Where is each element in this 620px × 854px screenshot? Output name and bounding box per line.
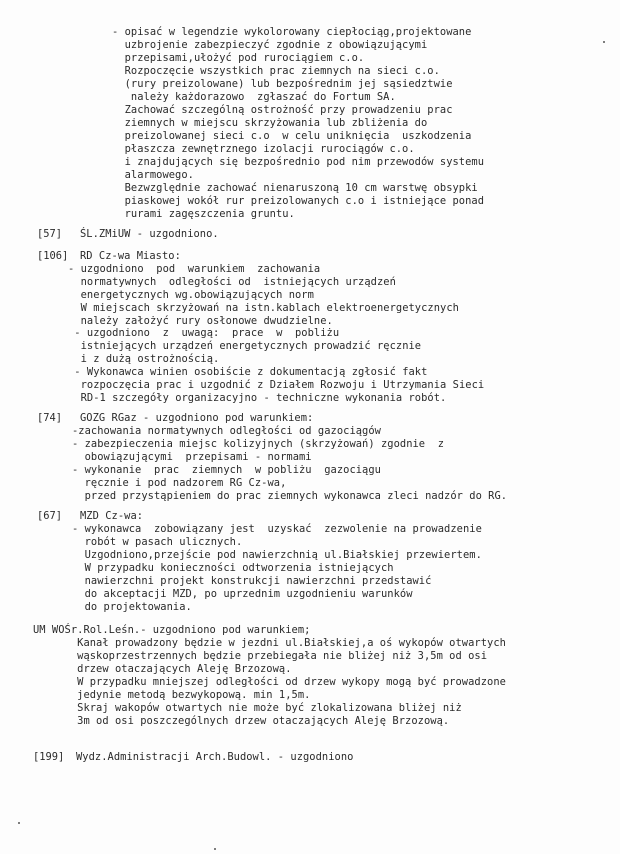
text-line: do akceptacji MZD, po uprzednim uzgodnieniu warunków (72, 588, 413, 600)
text-line: W przypadku konieczności odtworzenia istniejących (72, 562, 394, 574)
text-line: robót w pasach ulicznych. (72, 536, 243, 548)
section-ref: [106] (37, 250, 69, 262)
text-line: Bezwzględnie zachować nienaruszoną 10 cm warstwę obsypki (112, 182, 478, 194)
text-line: GOZG RGaz - uzgodniono pod warunkiem: (80, 412, 314, 424)
text-line: rurami zagęszczenia gruntu. (112, 208, 295, 220)
text-line: należy założyć rury osłonowe dwudzielne. (68, 315, 333, 327)
text-line: drzew otaczających Aleję Brzozową. (33, 663, 292, 675)
text-line: - Wykonawca winien osobiście z dokumentacją zgłosić fakt (68, 366, 428, 378)
text-line: alarmowego. (112, 169, 194, 181)
text-line: UM WOŚr.Rol.Leśn.- uzgodniono pod warunkiem; (33, 624, 311, 636)
text-line: Kanał prowadzony będzie w jezdni ul.Białskiej,a oś wykopów otwartych (33, 637, 506, 649)
section-ref: [57] (37, 228, 63, 240)
text-line: -zachowania normatywnych odległości od gazociągów (72, 425, 381, 437)
text-line: Wydz.Administracji Arch.Budowl. - uzgodniono (76, 751, 354, 763)
text-line: - uzgodniono z uwagą: prace w pobliżu (68, 327, 340, 339)
text-line: - uzgodniono pod warunkiem zachowania (68, 263, 321, 275)
text-line: do projektowania. (72, 601, 192, 613)
text-line: obowiązującymi przepisami - normami (72, 451, 312, 463)
text-line: normatywnych odległości od istniejących urządzeń (68, 276, 396, 288)
text-line: Zachować szczególną ostrożność przy prowadzeniu prac (112, 104, 453, 116)
text-line: jedynie metodą bezwykopową. min 1,5m. (33, 689, 311, 701)
text-line: należy każdorazowo zgłaszać do Fortum SA. (112, 91, 396, 103)
text-line: Uzgodniono,przejście pod nawierzchnią ul.Białskiej przewiertem. (72, 549, 482, 561)
text-line: MZD Cz-wa: (80, 510, 144, 522)
scan-speck (214, 848, 216, 850)
text-line: RD-1 szczegóły organizacyjno - techniczne wykonania robót. (68, 392, 447, 404)
text-line: płaszcza zewnętrznego izolacji rurociągów c.o. (112, 143, 415, 155)
scan-speck (18, 822, 20, 824)
text-line: i z dużą ostrożnością. (68, 353, 220, 365)
section-ref: [67] (37, 510, 63, 522)
text-line: przepisami,ułożyć pod rurociągiem c.o. (112, 52, 365, 64)
text-line: istniejących urządzeń energetycznych prowadzić ręcznie (68, 340, 422, 352)
text-line: - opisać w legendzie wykolorowany ciepłociąg,projektowane (112, 26, 472, 38)
text-line: (rury preizolowane) lub bezpośrednim jej sąsiedztwie (112, 78, 453, 90)
text-line: Skraj wakopów otwartych nie może być zlokalizowana bliżej niż (33, 702, 462, 714)
text-line: W przypadku mniejszej odległości od drzew wykopy mogą być prowadzone (33, 676, 506, 688)
text-line: i znajdujących się bezpośrednio pod nim przewodów systemu (112, 156, 485, 168)
text-line: - wykonanie prac ziemnych w pobliżu gazociągu (72, 464, 381, 476)
text-line: preizolowanej sieci c.o w celu uniknięcia uszkodzenia (112, 130, 472, 142)
text-line: ŚL.ZMiUW - uzgodniono. (80, 228, 219, 240)
text-line: uzbrojenie zabezpieczyć zgodnie z obowiązującymi (112, 39, 428, 51)
text-line: ręcznie i pod nadzorem RG Cz-wa, (72, 477, 287, 489)
text-line: wąskoprzestrzennych będzie przebiegała nie bliżej niż 3,5m od osi (33, 650, 488, 662)
section-ref: [74] (37, 412, 63, 424)
scan-speck (603, 41, 605, 43)
text-line: RD Cz-wa Miasto: (80, 250, 181, 262)
text-line: - zabezpieczenia miejsc kolizyjnych (skrzyżowań) zgodnie z (72, 438, 445, 450)
text-line: nawierzchni projekt konstrukcji nawierzchni przedstawić (72, 575, 432, 587)
text-line: ziemnych w miejscu skrzyżowania lub zbliżenia do (112, 117, 428, 129)
text-line: piaskowej wokół rur preizolowanych c.o i istniejące ponad (112, 195, 485, 207)
text-line: energetycznych wg.obowiązujących norm (68, 289, 314, 301)
text-line: 3m od osi poszczególnych drzew otaczających Aleję Brzozową. (33, 715, 450, 727)
text-line: - wykonawca zobowiązany jest uzyskać zezwolenie na prowadzenie (72, 523, 482, 535)
text-line: rozpoczęcia prac i uzgodnić z Działem Rozwoju i Utrzymania Sieci (68, 379, 485, 391)
text-line: przed przystąpieniem do prac ziemnych wykonawca zleci nadzór do RG. (72, 490, 508, 502)
text-line: Rozpoczęcie wszystkich prac ziemnych na sieci c.o. (112, 65, 440, 77)
text-line: W miejscach skrzyżowań na istn.kablach elektroenergetycznych (68, 302, 459, 314)
section-ref: [199] (33, 751, 65, 763)
